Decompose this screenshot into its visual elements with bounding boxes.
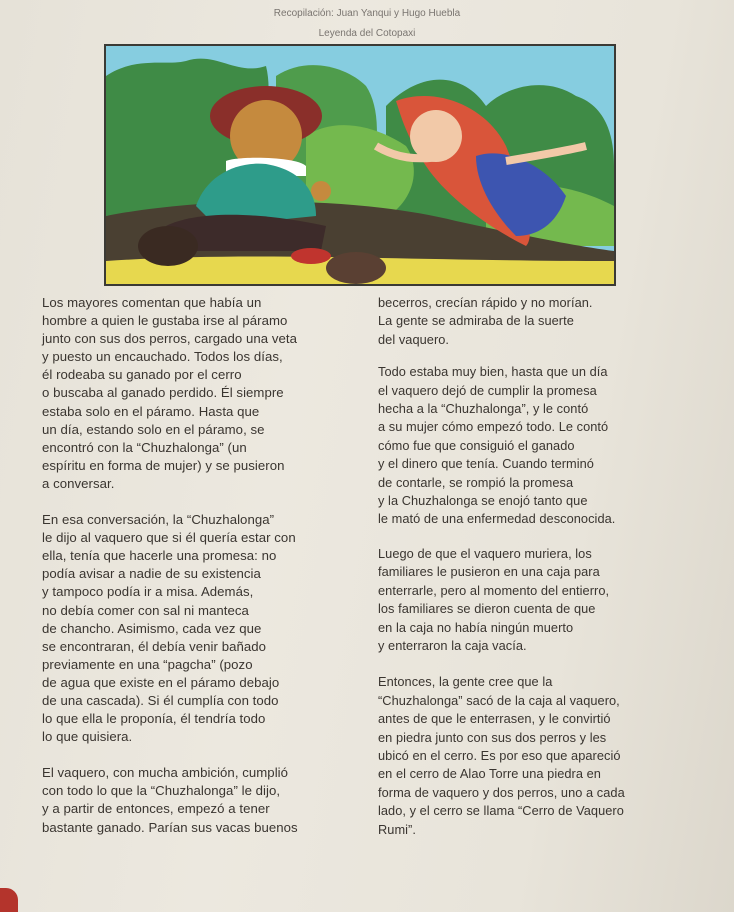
right-column [378,294,708,839]
left-column [42,294,374,837]
corner-marker [0,888,18,912]
paragraph: Los mayores comentan que había un hombre a quien le gustaba irse al páramo junto con sus dos perros, cargado una veta y puesto un encauchado. Todos los días, él rodeaba su ganado por el cerro o buscaba al ganado perdido. Él siempre estaba solo en el páramo. Hasta que un día, estando solo en el páramo, se encontró con la “Chuzhalonga” (un espíritu en forma de mujer) y se pusieron a conversar. [42,295,298,491]
dog-right [326,252,386,284]
paragraph: Entonces, la gente cree que la “Chuzhalonga” sacó de la caja al vaquero, antes de que le enterrasen, y le convirtió en piedra junto con sus dos perros y les ubicó en el cerro. Es por eso que apareció en el cerro de Alao Torre una piedra en forma de vaquero y dos perros, uno a cada lado, y el cerro se llama “Cerro de Vaquero Rumi”. [378,674,625,837]
story-illustration [104,44,616,286]
boy-and-spirit-woman-illustration [106,46,614,284]
paragraph: El vaquero, con mucha ambición, cumplió con todo lo que la “Chuzhalonga” le dijo, y a partir de entonces, empezó a tener bastante ganado. Parían sus vacas buenos [42,765,298,835]
paragraph: Luego de que el vaquero muriera, los familiares le pusieron en una caja para enterrarle, pero al momento del entierro, los familiares se dieron cuenta de que en la caja no había ningún muerto y enterraron la caja vacía. [378,545,610,653]
credit-line: Recopilación: Juan Yanqui y Hugo Huebla [273,8,461,19]
paragraph: becerros, crecían rápido y no morían. La gente se admiraba de la suerte del vaquero. [378,295,593,347]
paragraph: Todo estaba muy bien, hasta que un día el vaquero dejó de cumplir la promesa hecha a la “Chuzhalonga”, y le contó a su mujer cómo empezó todo. Le contó cómo fue que consiguió el ganado y el dinero que tenía. Cuando terminó de contarle, se rompió la promesa y la Chuzhalonga se enojó tanto que le mató de una enfermedad desconocida. [378,364,616,527]
page-title: Leyenda del Cotopaxi [318,28,416,39]
dog-left [138,226,198,266]
paragraph: En esa conversación, la “Chuzhalonga” le dijo al vaquero que si él quería estar con ella, tenía que hacerle una promesa: no podía avisar a nadie de su existencia y tampoco podía ir a misa. Además, no debía comer con sal ni manteca de chancho. Asimismo, cada vez que se encontraran, él debía venir bañado previamente en una “pagcha” (pozo de agua que existe en el páramo debajo de una cascada). Si él cumplía con todo lo que ella le proponía, él tendría todo lo que quisiera. [42,512,296,745]
